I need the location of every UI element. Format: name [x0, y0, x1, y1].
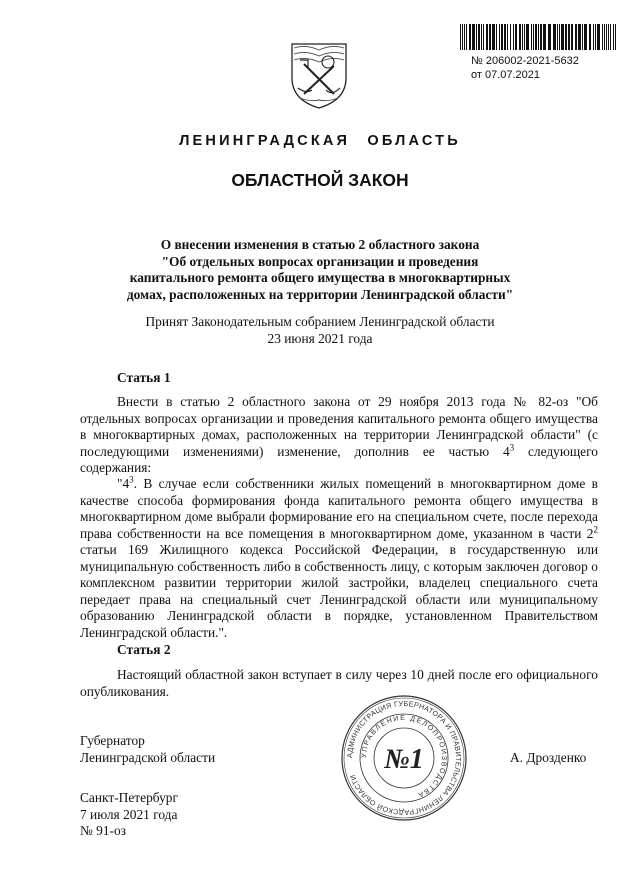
- place-date-number: [80, 790, 178, 840]
- barcode-bar: [510, 24, 511, 50]
- barcode-bar: [584, 24, 587, 50]
- barcode-bar: [533, 24, 534, 50]
- barcode-bar: [613, 24, 614, 50]
- barcode-bar: [507, 24, 508, 50]
- superscript: 2: [593, 524, 598, 535]
- barcode-bar: [543, 24, 546, 50]
- registration-date: от 07.07.2021: [471, 69, 541, 81]
- subject-line: капитального ремонта общего имущества в многоквартирных: [129, 270, 511, 285]
- barcode-bar: [589, 24, 591, 50]
- barcode-bar: [472, 24, 475, 50]
- barcode-bar: [615, 24, 616, 50]
- barcode-bar: [568, 24, 570, 50]
- barcode-bar: [559, 24, 560, 50]
- position-line: Губернатор: [80, 733, 145, 748]
- barcode-bar: [478, 24, 480, 50]
- barcode-bar: [496, 24, 497, 50]
- registration-number: № 206002-2021-5632: [471, 55, 579, 67]
- article-2-text: Настоящий областной закон вступает в силу через 10 дней после его официального опубликования.: [80, 667, 598, 699]
- barcode-bar: [464, 24, 465, 50]
- barcode-bar: [538, 24, 539, 50]
- barcode-bar: [553, 24, 556, 50]
- article-1-title: Статья 1: [117, 370, 171, 385]
- adoption-date: 23 июня 2021 года: [267, 330, 373, 346]
- barcode-bar: [476, 24, 477, 50]
- barcode-bar: [575, 24, 577, 50]
- barcode-bar: [535, 24, 537, 50]
- article-1-intro-tail: следующего содержания:: [80, 443, 598, 475]
- barcode-bar: [561, 24, 564, 50]
- barcode-bar: [499, 24, 500, 50]
- seal-center-number: №1: [384, 744, 424, 775]
- barcode-bar: [460, 24, 461, 50]
- barcode-bar: [578, 24, 581, 50]
- superscript: 3: [129, 474, 134, 485]
- barcode-bar: [608, 24, 609, 50]
- barcode-bar: [466, 24, 467, 50]
- adoption-line: Принят Законодательным собранием Ленинградской области: [145, 314, 495, 329]
- barcode-bar: [540, 24, 542, 50]
- city: Санкт-Петербург: [80, 790, 178, 805]
- barcode-bar: [524, 24, 525, 50]
- law-number: № 91-оз: [80, 823, 126, 838]
- barcode-bar: [522, 24, 523, 50]
- barcode-bar: [501, 24, 503, 50]
- seal-outer-text: АДМИНИСТРАЦИЯ ГУБЕРНАТОРА И ПРАВИТЕЛЬСТВА ЛЕНИНГРАДСКОЙ ОБЛАСТИ: [344, 698, 464, 818]
- barcode-bar: [489, 24, 491, 50]
- barcode-bar: [469, 24, 471, 50]
- signatory-name: А. Дрозденко: [510, 750, 587, 765]
- subject-line: домах, расположенных на территории Ленинградской области": [126, 286, 514, 302]
- barcode-bar: [597, 24, 600, 50]
- document-type-heading: ОБЛАСТНОЙ ЗАКОН: [231, 170, 409, 190]
- quote-text-a: . В случае если собственники жилых помещений в многоквартирном доме в качестве способа формирования фонда капитального ремонта общего имущества в многоквартирном доме выбрали формирование его на специальном счете, после перехода права собственности на все помещения в многоквартирном доме, указанном в части 2: [80, 476, 598, 541]
- quote-text-b: статьи 169 Жилищного кодекса Российской Федерации, в государственную или муниципальную собственность либо в собственность лицу, с которым заключен договор о комплексном развитии территории жилой застройки, владелец специального счета передает права на специальный счет Ленинградской области или муниципальному образованию Ленинградской области в порядке, установленном Правительством Ленинградской области.".: [80, 542, 598, 640]
- barcode-bar: [557, 24, 558, 50]
- barcode-bar: [531, 24, 532, 50]
- barcode-bar: [513, 24, 514, 50]
- law-subject: [100, 237, 540, 303]
- barcode-bar: [519, 24, 521, 50]
- position-line: Ленинградской области: [80, 749, 216, 765]
- article-2-title: Статья 2: [117, 642, 171, 657]
- law-date: 7 июля 2021 года: [80, 806, 178, 822]
- barcode: [460, 24, 618, 50]
- coat-of-arms-emblem: [286, 38, 352, 110]
- barcode-bar: [595, 24, 596, 50]
- barcode-bar: [504, 24, 506, 50]
- barcode-bar: [571, 24, 573, 50]
- region-heading: ЛЕНИНГРАДСКАЯ ОБЛАСТЬ: [179, 133, 461, 149]
- barcode-bar: [483, 24, 484, 50]
- official-seal: [340, 694, 468, 822]
- barcode-bar: [515, 24, 517, 50]
- article-1-intro-text: Внести в статью 2 областного закона от 29 ноября 2013 года № 82-оз "Об отдельных вопросах организации и проведения капитального ремонта общего имущества в многоквартирных домах, расположенных на территории Ленинградской области" (с последующими изменениями) изменение, дополнив ее частью 4: [80, 394, 598, 459]
- barcode-bar: [526, 24, 529, 50]
- subject-line: "Об отдельных вопросах организации и проведения: [161, 253, 479, 269]
- barcode-bar: [593, 24, 594, 50]
- barcode-bar: [492, 24, 495, 50]
- barcode-bar: [582, 24, 583, 50]
- barcode-bar: [565, 24, 567, 50]
- registration-block: [471, 54, 579, 82]
- barcode-bar: [602, 24, 603, 50]
- subject-line: О внесении изменения в статью 2 областного закона: [160, 237, 480, 252]
- article-1-quoted-part: [80, 476, 598, 641]
- barcode-bar: [486, 24, 488, 50]
- superscript: 3: [509, 442, 515, 453]
- barcode-bar: [604, 24, 605, 50]
- barcode-bar: [481, 24, 482, 50]
- quote-start: "4: [117, 476, 130, 491]
- barcode-bar: [548, 24, 551, 50]
- article-1-intro: [80, 394, 598, 477]
- barcode-bar: [606, 24, 607, 50]
- barcode-bar: [610, 24, 611, 50]
- signatory-position: [80, 733, 215, 766]
- adoption-note: [100, 314, 540, 347]
- barcode-bar: [462, 24, 463, 50]
- seal-inner-text: УПРАВЛЕНИЕ ДЕЛОПРОИЗВОДСТВА: [360, 714, 448, 799]
